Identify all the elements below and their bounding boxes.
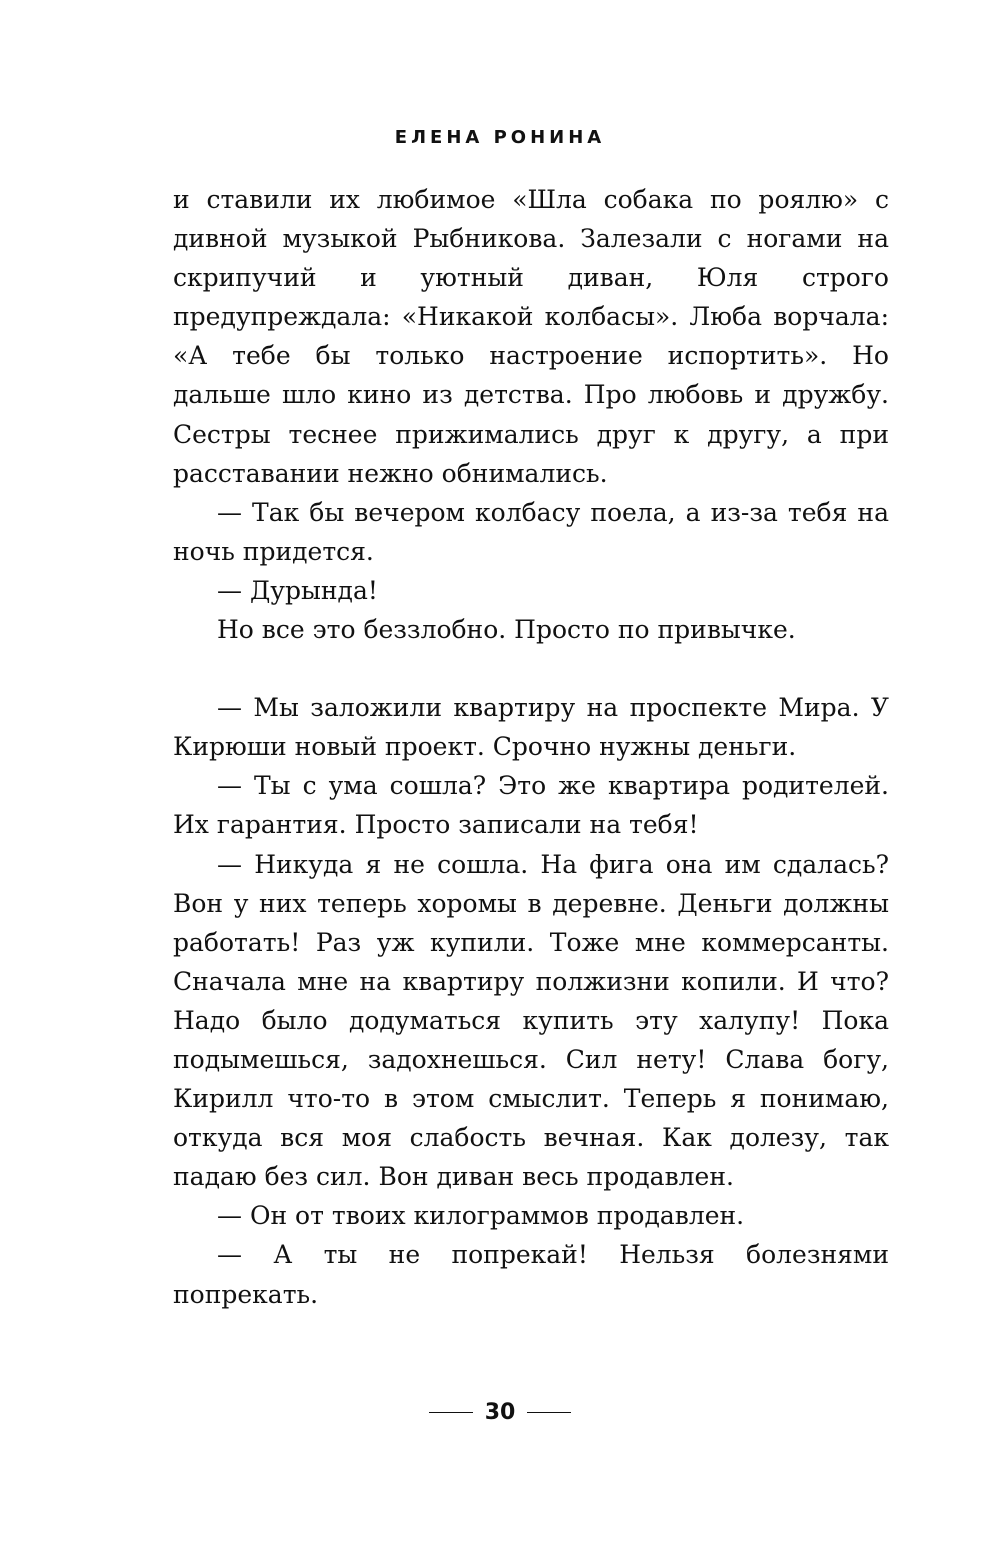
paragraph: — Дурында! bbox=[217, 575, 378, 605]
paragraph: — Никуда я не сошла. На фига она им сдалась? Вон у них теперь хоромы в деревне. Деньги должны работать! Раз уж купили. Тоже мне коммерсанты. Сначала мне на квартиру полжизни копили. И что? Надо было додуматься купить эту халупу! Пока подымешься, задохнешься. Сил нету! Слава богу, Кирилл что-то в этом смыслит. Теперь я понимаю, откуда вся моя слабость вечная. Как долезу, так падаю без сил. Вон диван весь продавлен. bbox=[173, 849, 889, 1192]
folio-rule-left bbox=[429, 1412, 473, 1413]
running-head: ЕЛЕНА РОНИНА bbox=[394, 127, 606, 148]
paragraph: — Так бы вечером колбасу поела, а из-за тебя на ночь придется. bbox=[173, 497, 889, 566]
text-block bbox=[173, 180, 889, 1314]
paragraph: — Мы заложили квартиру на проспекте Мира. У Кирюши новый проект. Срочно нужны деньги. bbox=[173, 693, 889, 762]
paragraph: Но все это беззлобно. Просто по привычке. bbox=[217, 615, 796, 645]
paragraph: — Он от твоих килограммов продавлен. bbox=[217, 1201, 745, 1231]
paragraph: — Ты с ума сошла? Это же квартира родителей. Их гарантия. Просто записали на тебя! bbox=[173, 771, 889, 840]
page-number: 30 bbox=[484, 1400, 516, 1425]
paragraph: — А ты не попрекай! Нельзя болезнями попрекать. bbox=[173, 1240, 889, 1309]
folio-rule-right bbox=[527, 1412, 571, 1413]
scene-break bbox=[173, 649, 889, 688]
paragraph: и ставили их любимое «Шла собака по роялю» с дивной музыкой Рыбникова. Залезали с ногами на скрипучий и уютный диван, Юля строго предупреждала: «Никакой колбасы». Люба ворчала: «А тебе бы только настроение испортить». Но дальше шло кино из детства. Про любовь и дружбу. Сестры теснее прижимались друг к другу, а при расставании нежно обнимались. bbox=[173, 185, 889, 488]
page-number-footer bbox=[0, 1400, 1000, 1425]
